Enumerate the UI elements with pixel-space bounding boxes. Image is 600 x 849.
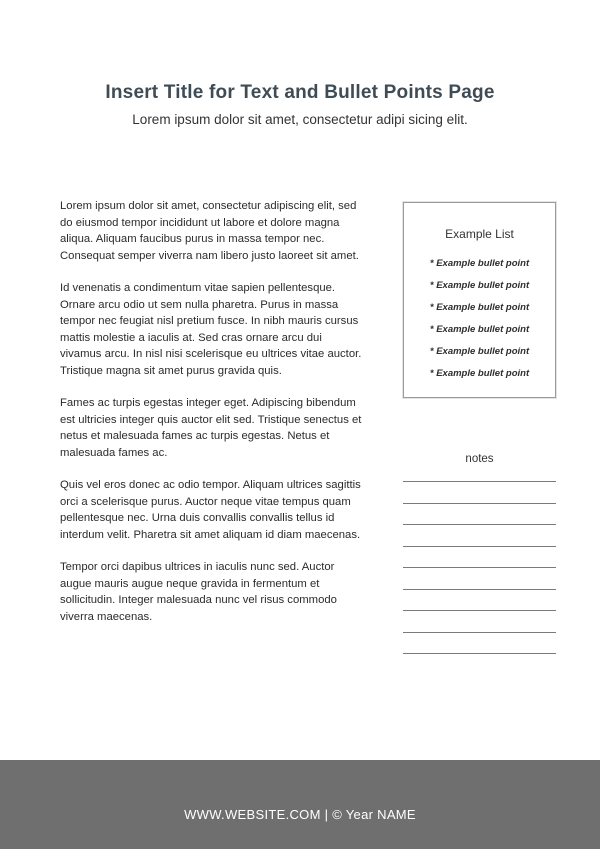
note-line	[403, 589, 556, 590]
note-line	[403, 524, 556, 525]
paragraph: Quis vel eros donec ac odio tempor. Aliquam ultrices sagittis orci a scelerisque purus. Auctor neque vitae tempus quam pellentesque nec. Urna duis convallis convallis tellus id interdum velit. Pharetra sit amet aliquam id diam maecenas.	[60, 479, 361, 541]
body-text	[60, 198, 365, 641]
notes-section	[403, 453, 556, 675]
note-line	[403, 546, 556, 547]
note-line	[403, 632, 556, 633]
page-footer	[0, 760, 600, 849]
list-item: * Example bullet point	[429, 258, 530, 269]
paragraph: Tempor orci dapibus ultrices in iaculis nunc sed. Auctor augue mauris augue neque gravida in fermentum et sollicitudin. Integer malesuada nunc vel risus commodo viverra maecenas.	[60, 561, 337, 623]
note-line	[403, 653, 556, 654]
paragraph: Fames ac turpis egestas integer eget. Adipiscing bibendum est ultricies integer quis auctor elit sed. Tristique senectus et netus et malesuada fames ac turpis egestas. Netus et malesuada fames ac.	[60, 397, 362, 459]
note-line	[403, 503, 556, 504]
page-subtitle: Lorem ipsum dolor sit amet, consectetur adipi sicing elit.	[132, 112, 468, 127]
list-item: * Example bullet point	[429, 346, 530, 357]
list-item: * Example bullet point	[429, 302, 530, 313]
page-title: Insert Title for Text and Bullet Points Page	[105, 82, 495, 103]
paragraph: Id venenatis a condimentum vitae sapien pellentesque. Ornare arcu odio ut sem nulla pharetra. Purus in massa tempor nec feugiat nisl pretium fusce. In nibh mauris cursus mattis molestie a iaculis at. Sed cras ornare arcu dui vivamus arcu. In nisl nisi scelerisque eu ultrices vitae auctor. Tristique magna sit amet purus gravida quis.	[60, 282, 362, 377]
list-item: * Example bullet point	[429, 280, 530, 291]
list-item: * Example bullet point	[429, 368, 530, 379]
note-line	[403, 610, 556, 611]
example-list-title: Example List	[445, 227, 514, 241]
example-list-box	[403, 202, 556, 398]
footer-text: WWW.WEBSITE.COM | © Year NAME	[184, 807, 416, 822]
notes-title: notes	[465, 453, 494, 465]
page-header	[0, 82, 600, 127]
paragraph: Lorem ipsum dolor sit amet, consectetur adipiscing elit, sed do eiusmod tempor incididunt ut labore et dolore magna aliqua. Aliquam faucibus purus in massa tempor nec. Consequat semper viverra nam libero justo laoreet sit amet.	[60, 200, 359, 262]
list-item: * Example bullet point	[429, 324, 530, 335]
note-line	[403, 567, 556, 568]
note-line	[403, 481, 556, 482]
